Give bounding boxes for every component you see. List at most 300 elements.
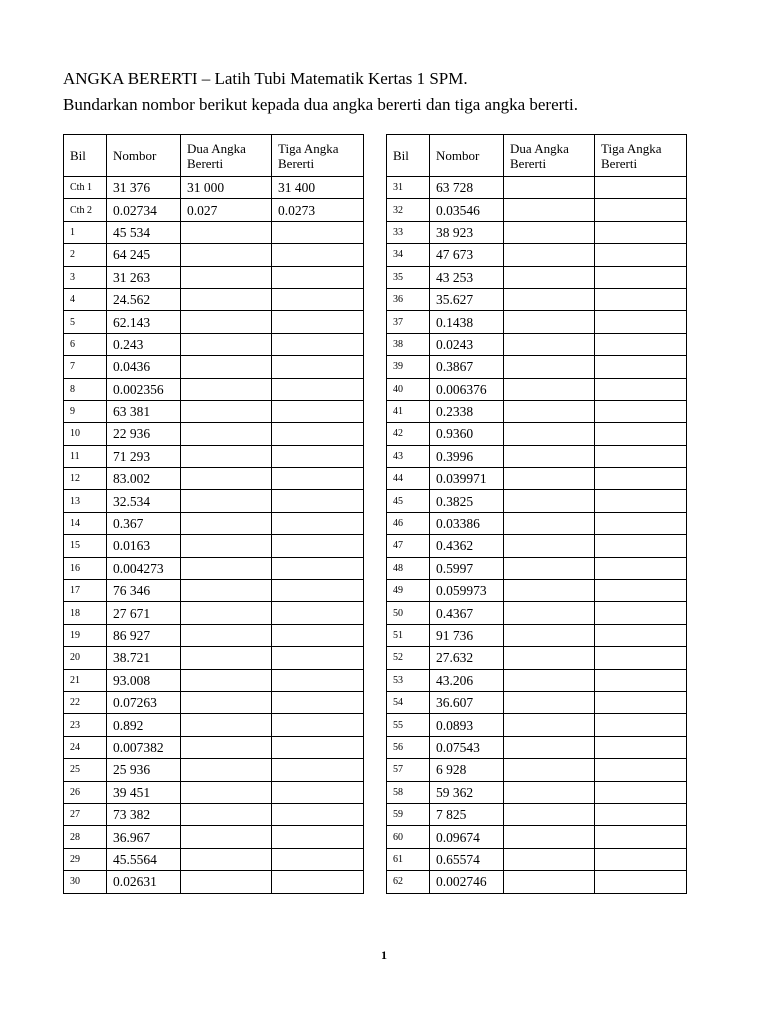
nombor-cell: 6 928 [430,759,504,781]
tiga-angka-cell[interactable] [272,266,364,288]
dua-angka-cell[interactable] [504,714,595,736]
table-row [64,691,364,713]
nombor-cell: 45 534 [107,221,181,243]
tiga-angka-cell[interactable] [595,400,687,422]
tiga-angka-cell[interactable] [272,736,364,758]
tiga-angka-cell[interactable] [272,580,364,602]
bil-cell: 25 [64,759,107,781]
table-row [64,244,364,266]
nombor-cell: 0.0163 [107,535,181,557]
tiga-angka-cell[interactable] [595,624,687,646]
table-row [64,557,364,579]
tiga-angka-cell[interactable] [272,557,364,579]
table-row [64,221,364,243]
tiga-angka-cell[interactable] [272,445,364,467]
bil-cell: 2 [64,244,107,266]
nombor-cell: 24.562 [107,288,181,310]
nombor-cell: 0.1438 [430,311,504,333]
bil-cell: 53 [387,669,430,691]
header-row [387,135,687,177]
bil-cell: 28 [64,826,107,848]
table-row [64,580,364,602]
tiga-angka-cell[interactable] [272,333,364,355]
nombor-cell: 45.5564 [107,848,181,870]
dua-angka-cell[interactable] [504,848,595,870]
dua-angka-cell[interactable] [504,624,595,646]
tiga-angka-cell[interactable] [272,624,364,646]
tiga-angka-cell[interactable] [595,826,687,848]
dua-angka-cell[interactable] [504,221,595,243]
bil-cell: 14 [64,512,107,534]
table-row [387,602,687,624]
tiga-angka-cell[interactable] [272,714,364,736]
bil-cell: 61 [387,848,430,870]
tiga-angka-cell[interactable] [595,266,687,288]
bil-cell: 46 [387,512,430,534]
bil-cell: 18 [64,602,107,624]
table-row [387,803,687,825]
table-row [387,266,687,288]
nombor-cell: 91 736 [430,624,504,646]
nombor-cell: 63 728 [430,177,504,199]
tiga-angka-cell[interactable] [595,199,687,221]
dua-angka-cell[interactable] [504,647,595,669]
table-row [64,288,364,310]
tiga-angka-cell[interactable] [595,378,687,400]
bil-cell: 30 [64,871,107,893]
tiga-angka-cell[interactable] [595,333,687,355]
tiga-angka-cell[interactable] [595,781,687,803]
bil-cell: 33 [387,221,430,243]
tiga-angka-cell[interactable] [272,221,364,243]
bil-cell: 60 [387,826,430,848]
table-row [387,468,687,490]
dua-angka-cell[interactable] [504,535,595,557]
bil-cell: 29 [64,848,107,870]
nombor-cell: 0.4362 [430,535,504,557]
tiga-angka-cell[interactable] [595,311,687,333]
dua-angka-cell[interactable] [181,378,272,400]
bil-cell: 34 [387,244,430,266]
table-row [64,445,364,467]
table-row [64,803,364,825]
table-row [387,624,687,646]
table-row [387,423,687,445]
table-row [64,199,364,221]
bil-cell: 23 [64,714,107,736]
bil-cell: 10 [64,423,107,445]
dua-angka-cell[interactable] [181,826,272,848]
header-bil: Bil [387,135,430,177]
table-row [387,512,687,534]
bil-cell: 21 [64,669,107,691]
bil-cell: 11 [64,445,107,467]
tiga-angka-cell[interactable] [595,848,687,870]
nombor-cell: 0.2338 [430,400,504,422]
bil-cell: 56 [387,736,430,758]
table-row [64,468,364,490]
dua-angka-cell[interactable] [504,512,595,534]
bil-cell: Cth 1 [64,177,107,199]
table-row [64,266,364,288]
nombor-cell: 64 245 [107,244,181,266]
table-row [387,826,687,848]
dua-angka-cell[interactable] [181,759,272,781]
tiga-angka-cell[interactable] [595,736,687,758]
dua-angka-cell[interactable] [181,557,272,579]
tiga-angka-cell[interactable] [595,423,687,445]
dua-angka-cell[interactable] [504,311,595,333]
dua-angka-cell[interactable] [504,266,595,288]
dua-angka-cell[interactable] [504,803,595,825]
nombor-cell: 93.008 [107,669,181,691]
dua-angka-cell[interactable] [504,736,595,758]
nombor-cell: 0.03546 [430,199,504,221]
tiga-angka-cell[interactable] [595,602,687,624]
table-row [64,647,364,669]
dua-angka-cell[interactable] [181,871,272,893]
dua-angka-cell[interactable] [181,445,272,467]
dua-angka-cell[interactable] [504,244,595,266]
dua-angka-cell[interactable] [181,266,272,288]
dua-angka-cell[interactable] [181,221,272,243]
dua-angka-cell[interactable] [504,669,595,691]
bil-cell: 44 [387,468,430,490]
dua-angka-cell[interactable] [181,311,272,333]
table-row [387,535,687,557]
page-number: 1 [381,948,387,962]
tiga-angka-cell[interactable] [595,445,687,467]
bil-cell: 45 [387,490,430,512]
nombor-cell: 0.039971 [430,468,504,490]
bil-cell: 9 [64,400,107,422]
dua-angka-cell[interactable] [504,759,595,781]
tiga-angka-cell[interactable] [595,803,687,825]
tiga-angka-cell[interactable] [595,535,687,557]
tiga-angka-cell[interactable] [595,669,687,691]
table-row [387,311,687,333]
bil-cell: 16 [64,557,107,579]
bil-cell: 59 [387,803,430,825]
nombor-cell: 0.3867 [430,356,504,378]
nombor-cell: 63 381 [107,400,181,422]
nombor-cell: 0.09674 [430,826,504,848]
nombor-cell: 0.0893 [430,714,504,736]
tiga-angka-cell[interactable] [272,759,364,781]
nombor-cell: 35.627 [430,288,504,310]
exercise-table-right [386,134,687,894]
dua-angka-cell[interactable] [504,378,595,400]
bil-cell: 1 [64,221,107,243]
table-row [64,311,364,333]
nombor-cell: 7 825 [430,803,504,825]
bil-cell: 35 [387,266,430,288]
dua-angka-cell[interactable] [504,400,595,422]
tiga-angka-cell[interactable] [272,468,364,490]
table-row [64,490,364,512]
bil-cell: 32 [387,199,430,221]
dua-angka-cell[interactable] [504,356,595,378]
dua-angka-cell[interactable] [181,781,272,803]
dua-angka-cell[interactable] [181,803,272,825]
nombor-cell: 22 936 [107,423,181,445]
tiga-angka-cell[interactable] [272,512,364,534]
bil-cell: 40 [387,378,430,400]
dua-angka-cell[interactable] [181,288,272,310]
table-row [64,423,364,445]
tiga-angka-cell[interactable]: 0.0273 [272,199,364,221]
nombor-cell: 86 927 [107,624,181,646]
dua-angka-cell[interactable] [181,333,272,355]
bil-cell: 39 [387,356,430,378]
exercise-table-left [63,134,364,894]
table-row [387,221,687,243]
dua-angka-cell[interactable] [181,490,272,512]
nombor-cell: 0.0436 [107,356,181,378]
bil-cell: 48 [387,557,430,579]
table-row [387,871,687,893]
bil-cell: 52 [387,647,430,669]
nombor-cell: 0.243 [107,333,181,355]
table-row [387,714,687,736]
nombor-cell: 38.721 [107,647,181,669]
tiga-angka-cell[interactable] [595,177,687,199]
table-row [387,781,687,803]
table-row [64,356,364,378]
dua-angka-cell[interactable] [181,580,272,602]
dua-angka-cell[interactable] [504,602,595,624]
tiga-angka-cell[interactable] [272,311,364,333]
dua-angka-cell[interactable] [504,490,595,512]
nombor-cell: 0.07543 [430,736,504,758]
table-row [64,333,364,355]
nombor-cell: 0.002746 [430,871,504,893]
table-row [64,512,364,534]
nombor-cell: 25 936 [107,759,181,781]
bil-cell: 43 [387,445,430,467]
header-dua-angka-bererti: Dua Angka Bererti [504,135,595,177]
nombor-cell: 43.206 [430,669,504,691]
table-row [64,848,364,870]
table-row [387,557,687,579]
table-row [64,669,364,691]
tiga-angka-cell[interactable] [272,288,364,310]
nombor-cell: 0.0243 [430,333,504,355]
dua-angka-cell[interactable] [181,714,272,736]
tiga-angka-cell[interactable] [595,714,687,736]
dua-angka-cell[interactable] [181,244,272,266]
tiga-angka-cell[interactable] [272,423,364,445]
nombor-cell: 0.892 [107,714,181,736]
nombor-cell: 43 253 [430,266,504,288]
header-nombor: Nombor [430,135,504,177]
header-dua-angka-bererti: Dua Angka Bererti [181,135,272,177]
bil-cell: 36 [387,288,430,310]
bil-cell: 8 [64,378,107,400]
header-bil: Bil [64,135,107,177]
nombor-cell: 27.632 [430,647,504,669]
table-row [387,736,687,758]
nombor-cell: 0.007382 [107,736,181,758]
tiga-angka-cell[interactable] [595,580,687,602]
bil-cell: 4 [64,288,107,310]
nombor-cell: 0.03386 [430,512,504,534]
header-tiga-angka-bererti: Tiga Angka Bererti [272,135,364,177]
nombor-cell: 0.07263 [107,691,181,713]
nombor-cell: 0.004273 [107,557,181,579]
table-row [64,624,364,646]
dua-angka-cell[interactable] [181,848,272,870]
bil-cell: 3 [64,266,107,288]
table-row [64,759,364,781]
bil-cell: 58 [387,781,430,803]
dua-angka-cell[interactable] [504,468,595,490]
table-row [64,177,364,199]
tiga-angka-cell[interactable] [272,871,364,893]
dua-angka-cell[interactable] [181,535,272,557]
table-row [387,177,687,199]
table-row [64,736,364,758]
table-row [64,602,364,624]
dua-angka-cell[interactable] [504,781,595,803]
dua-angka-cell[interactable] [504,580,595,602]
nombor-cell: 31 376 [107,177,181,199]
nombor-cell: 47 673 [430,244,504,266]
bil-cell: 24 [64,736,107,758]
dua-angka-cell[interactable] [504,333,595,355]
tiga-angka-cell[interactable] [272,803,364,825]
dua-angka-cell[interactable] [504,871,595,893]
tiga-angka-cell[interactable] [272,244,364,266]
tiga-angka-cell[interactable] [272,356,364,378]
tiga-angka-cell[interactable] [595,691,687,713]
dua-angka-cell[interactable] [504,199,595,221]
tiga-angka-cell[interactable] [272,378,364,400]
tiga-angka-cell[interactable] [272,490,364,512]
bil-cell: 22 [64,691,107,713]
table-row [387,333,687,355]
tiga-angka-cell[interactable] [272,826,364,848]
dua-angka-cell[interactable] [181,468,272,490]
tiga-angka-cell[interactable] [272,781,364,803]
bil-cell: 13 [64,490,107,512]
nombor-cell: 0.3996 [430,445,504,467]
tiga-angka-cell[interactable] [595,468,687,490]
tiga-angka-cell[interactable] [595,221,687,243]
bil-cell: Cth 2 [64,199,107,221]
bil-cell: 41 [387,400,430,422]
bil-cell: 50 [387,602,430,624]
bil-cell: 20 [64,647,107,669]
nombor-cell: 0.9360 [430,423,504,445]
bil-cell: 17 [64,580,107,602]
dua-angka-cell[interactable] [504,177,595,199]
dua-angka-cell[interactable] [504,557,595,579]
table-row [64,400,364,422]
bil-cell: 62 [387,871,430,893]
tiga-angka-cell[interactable] [272,400,364,422]
tiga-angka-cell[interactable] [595,356,687,378]
tiga-angka-cell[interactable] [595,512,687,534]
tiga-angka-cell[interactable] [272,669,364,691]
table-row [387,848,687,870]
dua-angka-cell[interactable] [181,423,272,445]
instructions: Bundarkan nombor berikut kepada dua angka bererti dan tiga angka bererti. [63,95,578,114]
nombor-cell: 0.3825 [430,490,504,512]
bil-cell: 47 [387,535,430,557]
nombor-cell: 32.534 [107,490,181,512]
table-row [387,356,687,378]
dua-angka-cell[interactable] [181,736,272,758]
tiga-angka-cell[interactable] [272,691,364,713]
nombor-cell: 0.4367 [430,602,504,624]
nombor-cell: 0.059973 [430,580,504,602]
nombor-cell: 0.02631 [107,871,181,893]
tiga-angka-cell[interactable] [595,288,687,310]
dua-angka-cell[interactable] [181,647,272,669]
dua-angka-cell[interactable] [181,356,272,378]
tiga-angka-cell[interactable] [272,602,364,624]
dua-angka-cell[interactable]: 31 000 [181,177,272,199]
dua-angka-cell[interactable] [181,602,272,624]
nombor-cell: 62.143 [107,311,181,333]
bil-cell: 27 [64,803,107,825]
tiga-angka-cell[interactable] [595,759,687,781]
tiga-angka-cell[interactable] [595,647,687,669]
nombor-cell: 0.65574 [430,848,504,870]
dua-angka-cell[interactable] [181,400,272,422]
tiga-angka-cell[interactable]: 31 400 [272,177,364,199]
nombor-cell: 36.967 [107,826,181,848]
tiga-angka-cell[interactable] [595,244,687,266]
nombor-cell: 0.5997 [430,557,504,579]
dua-angka-cell[interactable] [181,624,272,646]
tiga-angka-cell[interactable] [272,535,364,557]
table-row [387,288,687,310]
dua-angka-cell[interactable]: 0.027 [181,199,272,221]
tiga-angka-cell[interactable] [272,647,364,669]
dua-angka-cell[interactable] [504,445,595,467]
dua-angka-cell[interactable] [181,669,272,691]
bil-cell: 26 [64,781,107,803]
table-row [387,244,687,266]
tiga-angka-cell[interactable] [272,848,364,870]
dua-angka-cell[interactable] [181,691,272,713]
tiga-angka-cell[interactable] [595,490,687,512]
dua-angka-cell[interactable] [504,423,595,445]
table-row [387,445,687,467]
nombor-cell: 76 346 [107,580,181,602]
table-row [64,378,364,400]
bil-cell: 38 [387,333,430,355]
dua-angka-cell[interactable] [504,691,595,713]
dua-angka-cell[interactable] [504,288,595,310]
dua-angka-cell[interactable] [181,512,272,534]
dua-angka-cell[interactable] [504,826,595,848]
table-row [387,669,687,691]
tiga-angka-cell[interactable] [595,557,687,579]
bil-cell: 7 [64,356,107,378]
bil-cell: 6 [64,333,107,355]
tiga-angka-cell[interactable] [595,871,687,893]
bil-cell: 15 [64,535,107,557]
bil-cell: 37 [387,311,430,333]
table-row [387,199,687,221]
nombor-cell: 0.367 [107,512,181,534]
table-row [387,580,687,602]
header-tiga-angka-bererti: Tiga Angka Bererti [595,135,687,177]
bil-cell: 5 [64,311,107,333]
